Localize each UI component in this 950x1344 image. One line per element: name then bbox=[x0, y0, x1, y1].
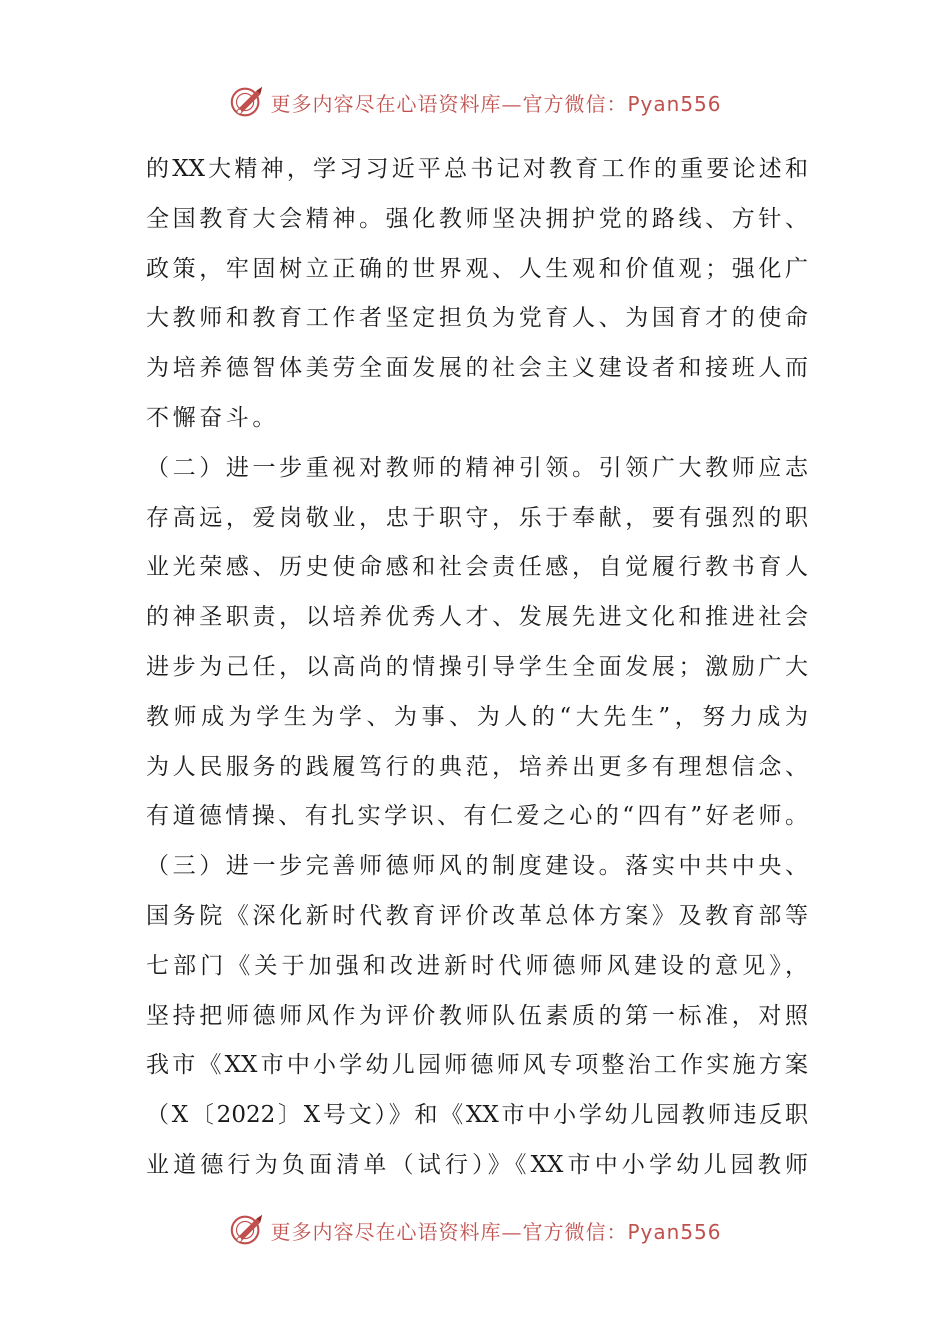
body-line: 业光荣感、历史使命感和社会责任感，自觉履行教书育人 bbox=[146, 554, 808, 581]
body-line: 七部门《关于加强和改进新时代师德师风建设的意见》， bbox=[146, 952, 808, 979]
body-line: 的XX大精神，学习习近平总书记对教育工作的重要论述和 bbox=[146, 156, 808, 182]
footer-banner bbox=[0, 1208, 950, 1252]
body-line: （二）进一步重视对教师的精神引领。引领广大教师应志 bbox=[146, 454, 808, 481]
body-line: 国务院《深化新时代教育评价改革总体方案》及教育部等 bbox=[146, 902, 808, 929]
pen-logo-icon bbox=[228, 83, 266, 121]
header-banner bbox=[0, 80, 950, 124]
body-line: 有道德情操、有扎实学识、有仁爱之心的“四有”好老师。 bbox=[146, 803, 808, 830]
footer-banner-label: 更多内容尽在心语资料库—官方微信： bbox=[270, 1219, 628, 1244]
body-line: 为人民服务的践履笃行的典范，培养出更多有理想信念、 bbox=[146, 753, 808, 780]
body-line: 业道德行为负面清单（试行）》《XX市中小学幼儿园教师 bbox=[146, 1151, 808, 1178]
header-banner-text bbox=[270, 88, 721, 117]
footer-wechat-id: Pyan556 bbox=[627, 1219, 722, 1244]
body-line: （X〔2022〕X号文）》和《XX市中小学幼儿园教师违反职 bbox=[146, 1102, 808, 1129]
body-line: 为培养德智体美劳全面发展的社会主义建设者和接班人而 bbox=[146, 355, 808, 382]
body-line: 全国教育大会精神。强化教师坚决拥护党的路线、方针、 bbox=[146, 205, 808, 232]
document-body bbox=[146, 145, 808, 1191]
body-line: 进步为己任，以高尚的情操引导学生全面发展；激励广大 bbox=[146, 653, 808, 680]
body-line: 不懈奋斗。 bbox=[146, 404, 279, 431]
header-wechat-id: Pyan556 bbox=[627, 91, 722, 116]
body-line: （三）进一步完善师德师风的制度建设。落实中共中央、 bbox=[146, 853, 808, 880]
pen-logo-icon bbox=[228, 1211, 266, 1249]
footer-banner-text bbox=[270, 1216, 721, 1245]
body-line: 的神圣职责，以培养优秀人才、发展先进文化和推进社会 bbox=[146, 604, 808, 631]
body-line: 教师成为学生为学、为事、为人的“大先生”，努力成为 bbox=[146, 703, 808, 730]
body-line: 存高远，爱岗敬业，忠于职守，乐于奉献，要有强烈的职 bbox=[146, 504, 808, 531]
body-line: 坚持把师德师风作为评价教师队伍素质的第一标准，对照 bbox=[146, 1002, 808, 1029]
body-line: 政策，牢固树立正确的世界观、人生观和价值观；强化广 bbox=[146, 255, 808, 282]
header-banner-label: 更多内容尽在心语资料库—官方微信： bbox=[270, 91, 628, 116]
body-line: 大教师和教育工作者坚定担负为党育人、为国育才的使命 bbox=[146, 305, 808, 332]
body-line: 我市《XX市中小学幼儿园师德师风专项整治工作实施方案 bbox=[146, 1052, 808, 1079]
